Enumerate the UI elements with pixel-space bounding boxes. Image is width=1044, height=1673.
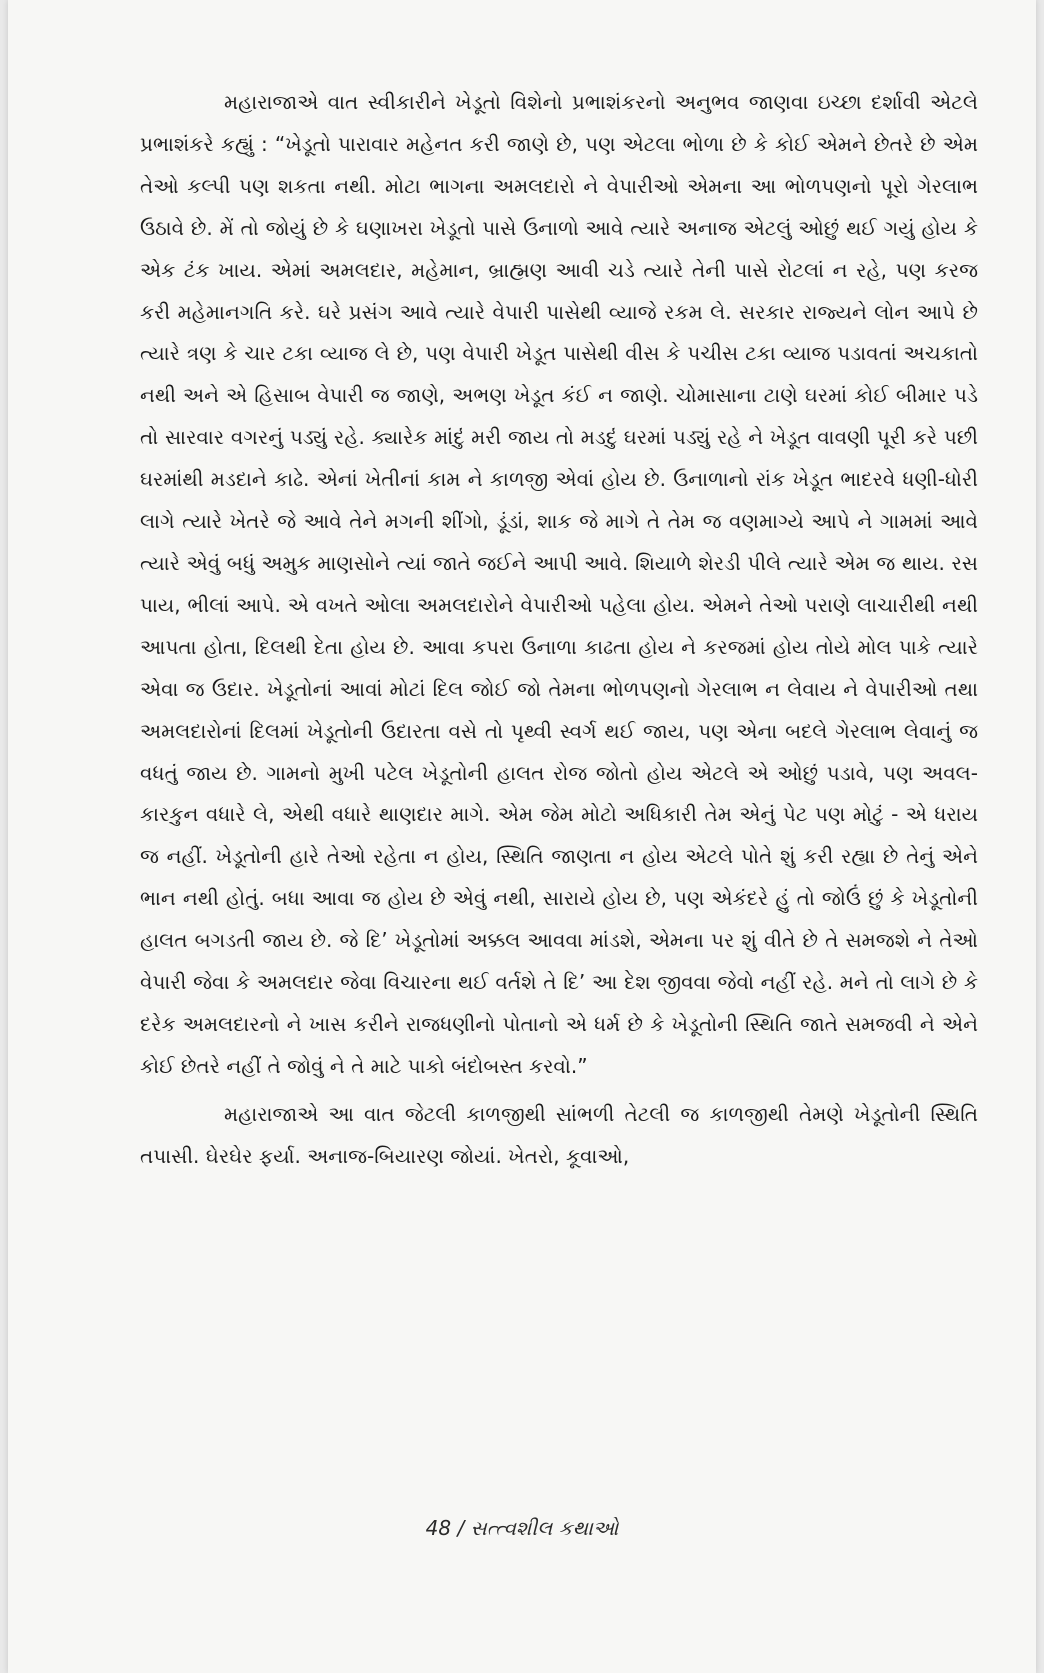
body-text: [140, 82, 978, 1178]
paragraph-2: મહારાજાએ આ વાત જેટલી કાળજીથી સાંભળી તેટલી જ કાળજીથી તેમણે ખેડૂતોની સ્થિતિ તપાસી. ઘેરઘેર ફર્યા. અનાજ-બિયારણ જોયાં. ખેતરો, કૂવાઓ,: [140, 1101, 978, 1168]
paragraph-1: મહારાજાએ વાત સ્વીકારીને ખેડૂતો વિશેનો પ્રભાશંકરનો અનુભવ જાણવા ઇચ્છા દર્શાવી એટલે પ્રભાશંકરે કહ્યું : “ખેડૂતો પારાવાર મહેનત કરી જાણે છે, પણ એટલા ભોળા છે કે કોઈ એમને છેતરે છે એમ તેઓ કલ્પી પણ શકતા નથી. મોટા ભાગના અમલદારો ને વેપારીઓ એમના આ ભોળપણનો પૂરો ગેરલાભ ઉઠાવે છે. મેં તો જોયું છે કે ઘણાખરા ખેડૂતો પાસે ઉનાળો આવે ત્યારે અનાજ એટલું ઓછું થઈ ગયું હોય કે એક ટંક ખાય. એમાં અમલદાર, મહેમાન, બ્રાહ્મણ આવી ચડે ત્યારે તેની પાસે રોટલાં ન રહે, પણ કરજ કરી મહેમાનગતિ કરે. ઘરે પ્રસંગ આવે ત્યારે વેપારી પાસેથી વ્યાજે રકમ લે. સરકાર રાજ્યને લોન આપે છે ત્યારે ત્રણ કે ચાર ટકા વ્યાજ લે છે, પણ વેપારી ખેડૂત પાસેથી વીસ કે પચીસ ટકા વ્યાજ પડાવતાં અચકાતો નથી અને એ હિસાબ વેપારી જ જાણે, અભણ ખેડૂત કંઈ ન જાણે. ચોમાસાના ટાણે ઘરમાં કોઈ બીમાર પડે તો સારવાર વગરનું પડ્યું રહે. ક્યારેક માંદું મરી જાય તો મડદું ઘરમાં પડ્યું રહે ને ખેડૂત વાવણી પૂરી કરે પછી ઘરમાંથી મડદાને કાઢે. એનાં ખેતીનાં કામ ને કાળજી એવાં હોય છે. ઉનાળાનો રાંક ખેડૂત ભાદરવે ધણી-ધોરી લાગે ત્યારે ખેતરે જે આવે તેને મગની શીંગો, ડૂંડાં, શાક જે માગે તે તેમ જ વણમાગ્યે આપે ને ગામમાં આવે ત્યારે એવું બધું અમુક માણસોને ત્યાં જાતે જઈને આપી આવે. શિયાળે શેરડી પીલે ત્યારે એમ જ થાય. રસ પાય, ભીલાં આપે. એ વખતે ઓલા અમલદારોને વેપારીઓ પહેલા હોય. એમને તેઓ પરાણે લાચારીથી નથી આપતા હોતા, દિલથી દેતા હોય છે. આવા કપરા ઉનાળા કાઢતા હોય ને કરજમાં હોય તોયે મોલ પાકે ત્યારે એવા જ ઉદાર. ખેડૂતોનાં આવાં મોટાં દિલ જોઈ જો તેમના ભોળપણનો ગેરલાભ ન લેવાય ને વેપારીઓ તથા અમલદારોનાં દિલમાં ખેડૂતોની ઉદારતા વસે તો પૃથ્વી સ્વર્ગ થઈ જાય, પણ એના બદલે ગેરલાભ લેવાનું જ વધતું જાય છે. ગામનો મુખી પટેલ ખેડૂતોની હાલત રોજ જોતો હોય એટલે એ ઓછું પડાવે, પણ અવલ-કારકુન વધારે લે, એથી વધારે થાણદાર માગે. એમ જેમ મોટો અધિકારી તેમ એનું પેટ પણ મોટું - એ ધરાય જ નહીં. ખેડૂતોની હારે તેઓ રહેતા ન હોય, સ્થિતિ જાણતા ન હોય એટલે પોતે શું કરી રહ્યા છે તેનું એને ભાન નથી હોતું. બધા આવા જ હોય છે એવું નથી, સારાયે હોય છે, પણ એકંદરે હું તો જોઉં છું કે ખેડૂતોની હાલત બગડતી જાય છે. જે દિ’ ખેડૂતોમાં અક્કલ આવવા માંડશે, એમના પર શું વીતે છે તે સમજશે ને તેઓ વેપારી જેવા કે અમલદાર જેવા વિચારના થઈ વર્તશે તે દિ’ આ દેશ જીવવા જેવો નહીં રહે. મને તો લાગે છે કે દરેક અમલદારનો ને ખાસ કરીને રાજધણીનો પોતાનો એ ધર્મ છે કે ખેડૂતોની સ્થિતિ જાતે સમજવી ને એને કોઈ છેતરે નહીં તે જોવું ને તે માટે પાકો બંદોબસ્ત કરવો.”: [140, 90, 978, 1078]
book-page: [8, 0, 1036, 1673]
page-footer: 48 / સત્ત્વશીલ કથાઓ: [425, 1516, 619, 1540]
